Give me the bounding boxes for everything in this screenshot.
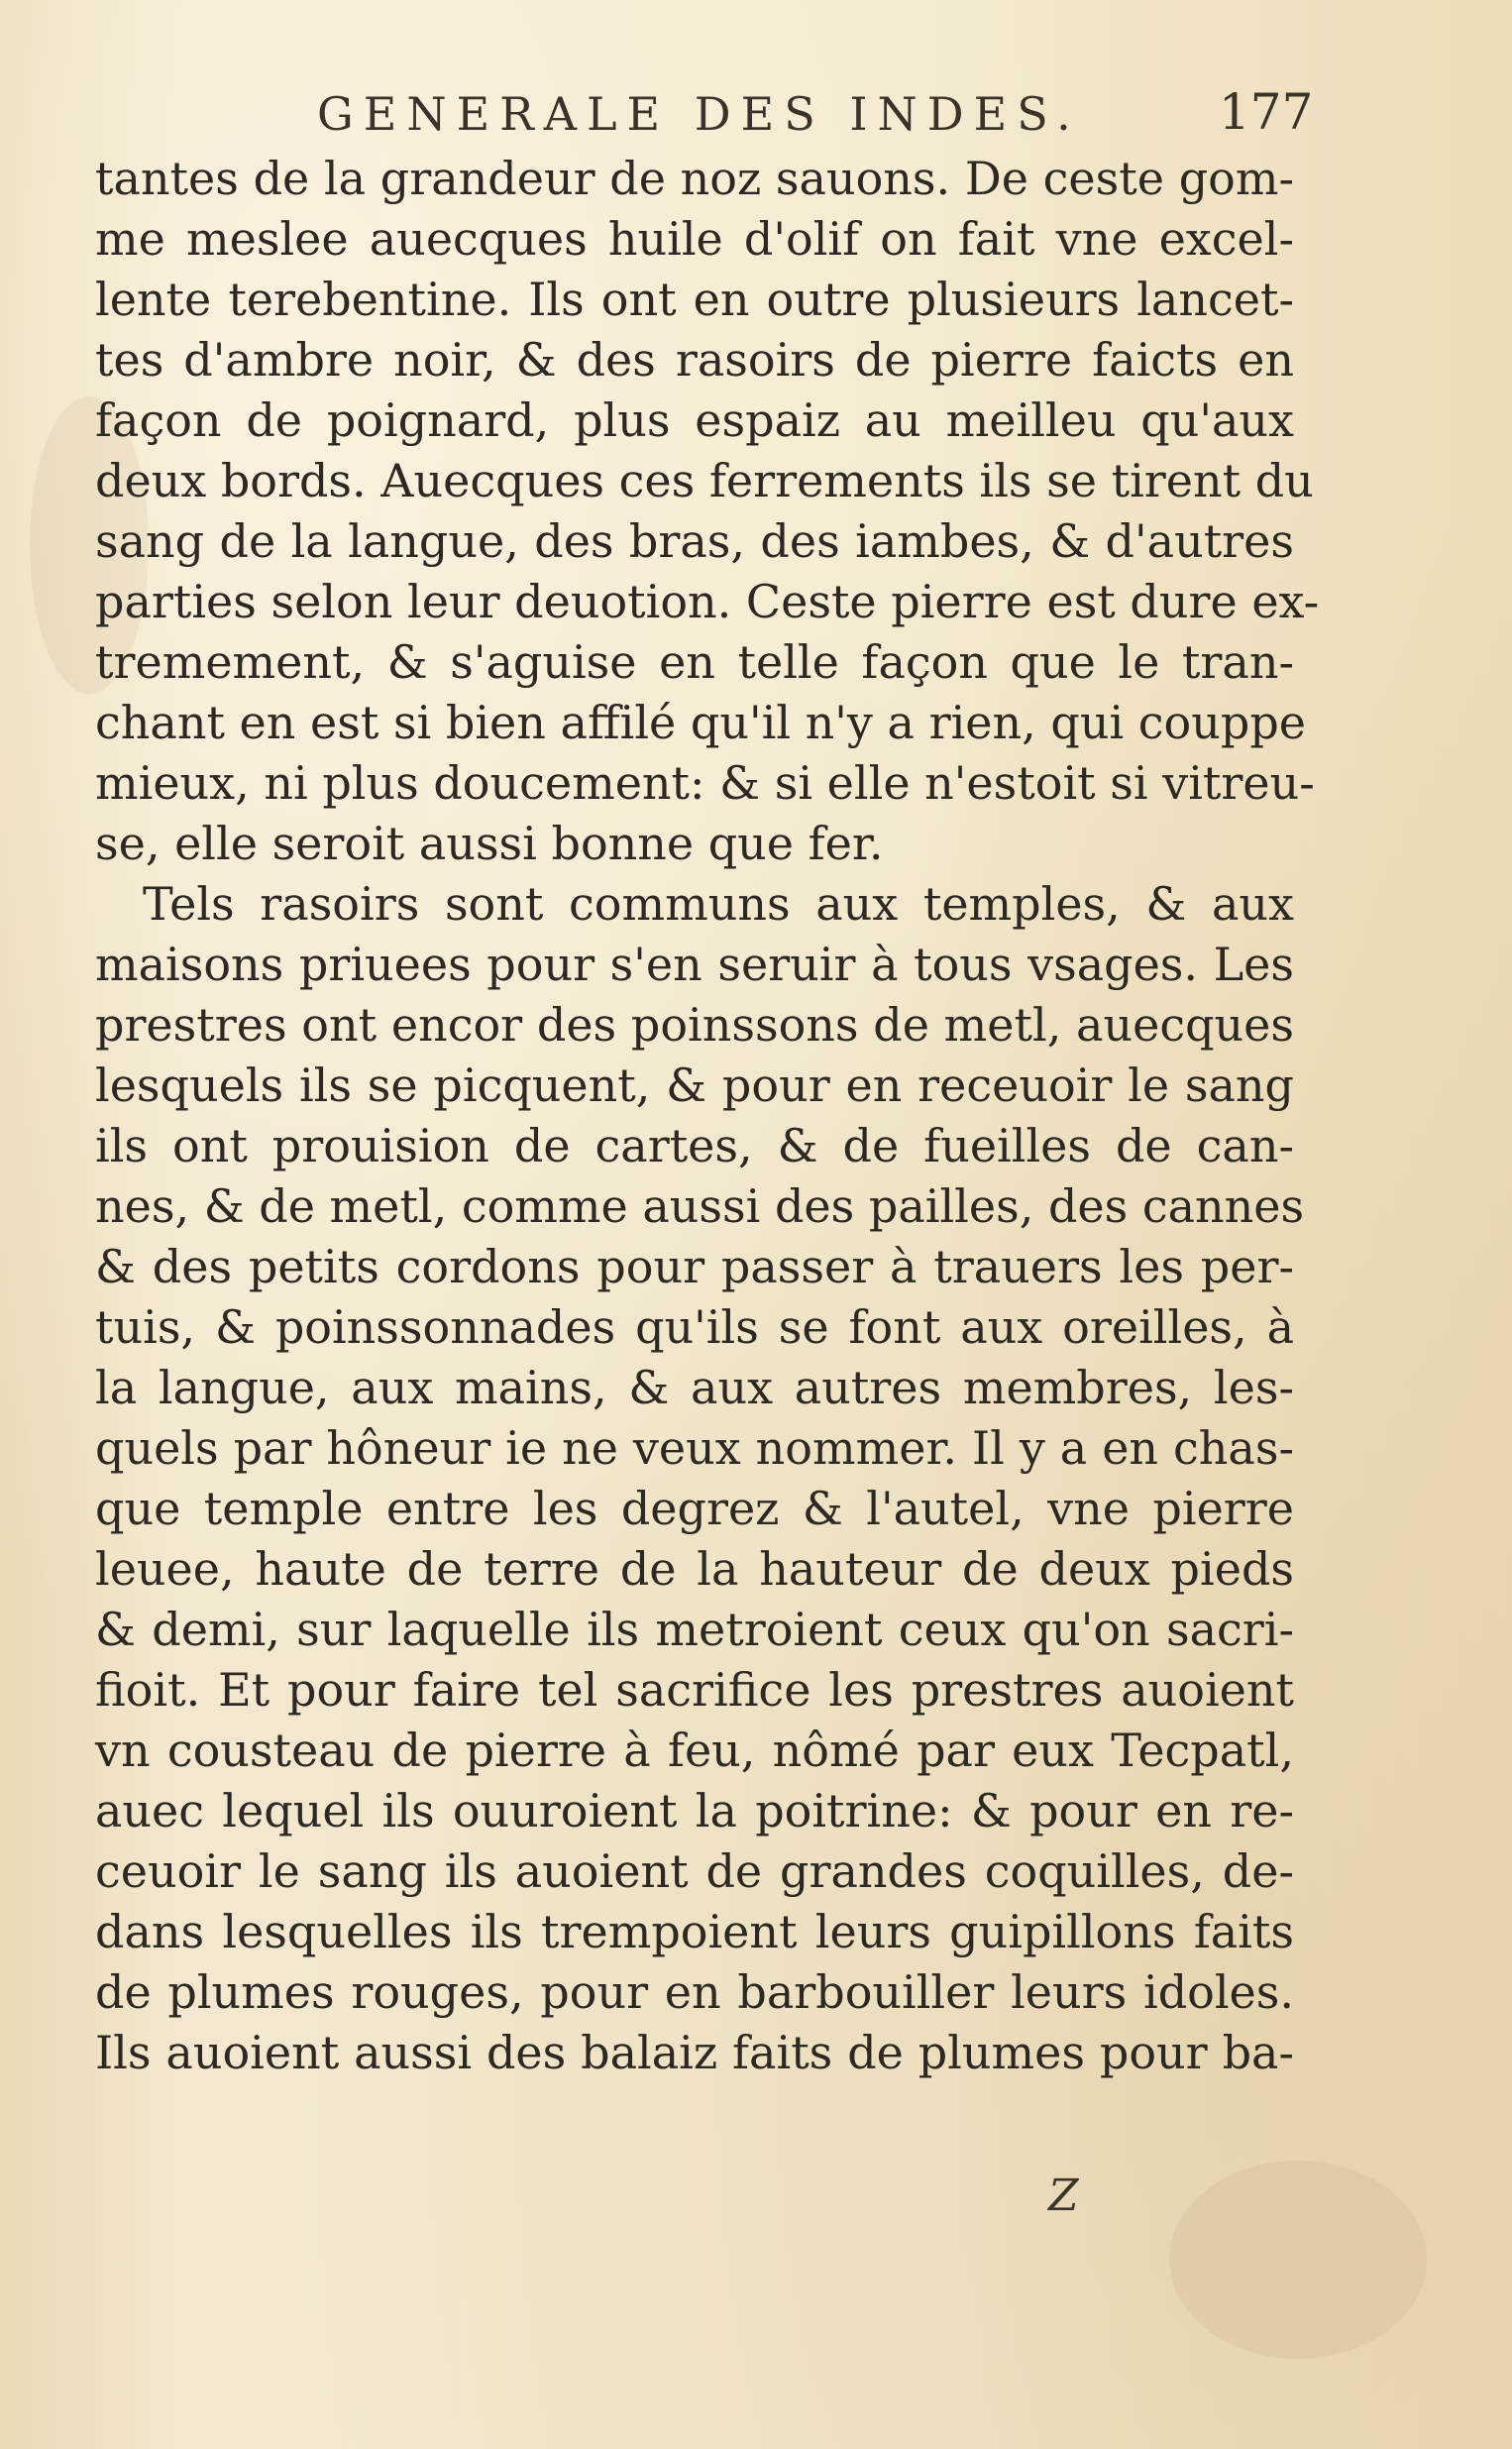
text-line: se, elle seroit aussi bonne que fer.	[95, 817, 884, 870]
text-line: prestres ont encor des poinssons de metl, auecques	[95, 998, 1294, 1052]
text-block	[95, 149, 1320, 2083]
text-line: dans lesquelles ils trempoient leurs guipillons faits	[95, 1905, 1294, 1958]
text-line: tantes de la grandeur de noz sauons. De ceste gom-	[95, 152, 1294, 205]
running-title: GENERALE DES INDES.	[317, 87, 1081, 141]
text-line: Tels rasoirs sont communs aux temples, & aux	[143, 877, 1294, 931]
text-line: tremement, & s'aguise en telle façon que le tran-	[95, 635, 1294, 689]
text-line: leuee, haute de terre de la hauteur de deux pieds	[95, 1542, 1294, 1596]
text-line: & des petits cordons pour passer à trauers les per-	[95, 1240, 1294, 1293]
text-line: nes, & de metl, comme aussi des pailles, des cannes	[95, 1179, 1305, 1233]
text-line: quels par hôneur ie ne veux nommer. Il y a en chas-	[95, 1421, 1294, 1475]
text-line: auec lequel ils ouuroient la poitrine: & pour en re-	[95, 1784, 1294, 1837]
text-line: mieux, ni plus doucement: & si elle n'estoit si vitreu-	[95, 756, 1315, 810]
text-line: me meslee auecques huile d'olif on fait vne excel-	[95, 212, 1294, 266]
text-line: sang de la langue, des bras, des iambes, & d'autres	[95, 514, 1294, 568]
text-line: façon de poignard, plus espaiz au meilleu qu'aux	[95, 393, 1294, 447]
text-line: vn cousteau de pierre à feu, nômé par eux Tecpatl,	[95, 1724, 1294, 1777]
text-line: ceuoir le sang ils auoient de grandes coquilles, de-	[95, 1844, 1294, 1898]
paper-stain	[1169, 2161, 1427, 2359]
text-line: deux bords. Auecques ces ferrements ils se tirent du	[95, 454, 1314, 507]
text-line: ils ont prouision de cartes, & de fueilles de can-	[95, 1119, 1294, 1172]
text-line: tuis, & poinssonnades qu'ils se font aux oreilles, à	[95, 1300, 1294, 1354]
text-line: de plumes rouges, pour en barbouiller leurs idoles.	[95, 1965, 1294, 2019]
text-line: que temple entre les degrez & l'autel, vne pierre	[95, 1482, 1294, 1535]
text-line: fioit. Et pour faire tel sacrifice les prestres auoient	[95, 1663, 1294, 1717]
text-line: tes d'ambre noir, & des rasoirs de pierre faicts en	[95, 333, 1294, 387]
signature-mark: Z	[1048, 2171, 1079, 2221]
text-line: la langue, aux mains, & aux autres membres, les-	[95, 1361, 1294, 1414]
text-line: parties selon leur deuotion. Ceste pierre est dure ex-	[95, 575, 1320, 628]
page-number: 177	[1219, 83, 1314, 141]
text-line: lesquels ils se picquent, & pour en receuoir le sang	[95, 1058, 1294, 1112]
text-line: lente terebentine. Ils ont en outre plusieurs lancet-	[95, 273, 1294, 326]
text-line: chant en est si bien affilé qu'il n'y a rien, qui couppe	[95, 696, 1306, 749]
text-line: Ils auoient aussi des balaiz faits de plumes pour ba-	[95, 2026, 1294, 2079]
text-line: maisons priuees pour s'en seruir à tous vsages. Les	[95, 938, 1294, 991]
text-line: & demi, sur laquelle ils metroient ceux qu'on sacri-	[95, 1603, 1294, 1656]
